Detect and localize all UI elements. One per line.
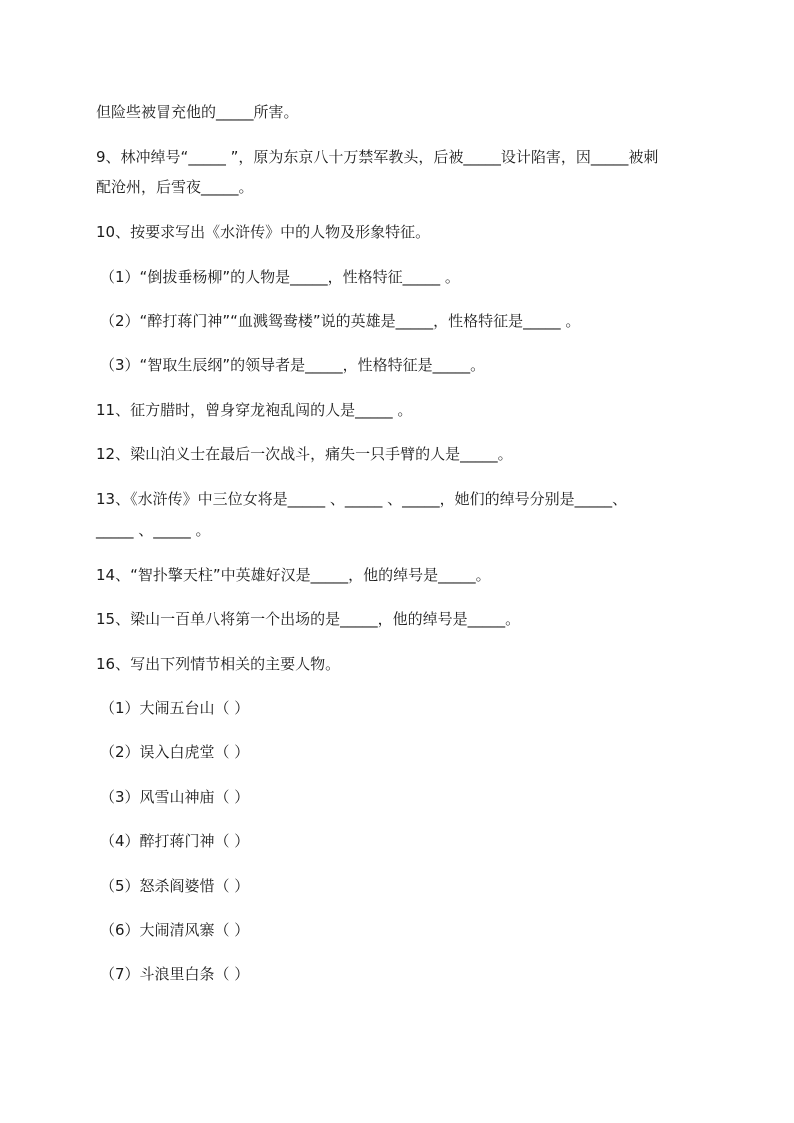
question-16: 16、写出下列情节相关的主要人物。 <box>96 655 341 673</box>
question-15: 15、梁山一百单八将第一个出场的是_____，他的绰号是_____。 <box>96 610 521 628</box>
question-13-line-2: _____ 、_____ 。 <box>96 521 211 539</box>
question-9-line-1: 9、林冲绰号“_____ ”，原为东京八十万禁军教头，后被_____设计陷害，因_____被刺 <box>96 148 659 166</box>
question-10-item-3: （3）“智取生辰纲”的领导者是_____，性格特征是_____。 <box>100 356 486 374</box>
question-9-line-2: 配沧州，后雪夜_____。 <box>96 178 254 196</box>
question-13-line-1: 13、《水浒传》中三位女将是_____ 、_____ 、_____，她们的绰号分别是_____、 <box>96 490 628 508</box>
question-16-item-7: （7）斗浪里白条（ ） <box>100 965 250 983</box>
question-10-item-2: （2）“醉打蒋门神”“血溅鸳鸯楼”说的英雄是_____，性格特征是_____ 。 <box>100 312 581 330</box>
question-16-item-5: （5）怒杀阎婆惜（ ） <box>100 877 250 895</box>
question-16-item-2: （2）误入白虎堂（ ） <box>100 743 250 761</box>
question-10: 10、按要求写出《水浒传》中的人物及形象特征。 <box>96 223 431 241</box>
question-14: 14、“智扑擎天柱”中英雄好汉是_____，他的绰号是_____。 <box>96 566 491 584</box>
question-16-item-6: （6）大闹清风寨（ ） <box>100 921 250 939</box>
question-11: 11、征方腊时，曾身穿龙袍乱闯的人是_____ 。 <box>96 401 413 419</box>
question-10-item-1: （1）“倒拔垂杨柳”的人物是_____，性格特征_____ 。 <box>100 268 460 286</box>
question-16-item-1: （1）大闹五台山（ ） <box>100 699 250 717</box>
question-16-item-4: （4）醉打蒋门神（ ） <box>100 832 250 850</box>
question-16-item-3: （3）风雪山神庙（ ） <box>100 788 250 806</box>
text-line-1: 但险些被冒充他的_____所害。 <box>96 103 299 121</box>
question-12: 12、梁山泊义士在最后一次战斗，痛失一只手臂的人是_____。 <box>96 445 513 463</box>
